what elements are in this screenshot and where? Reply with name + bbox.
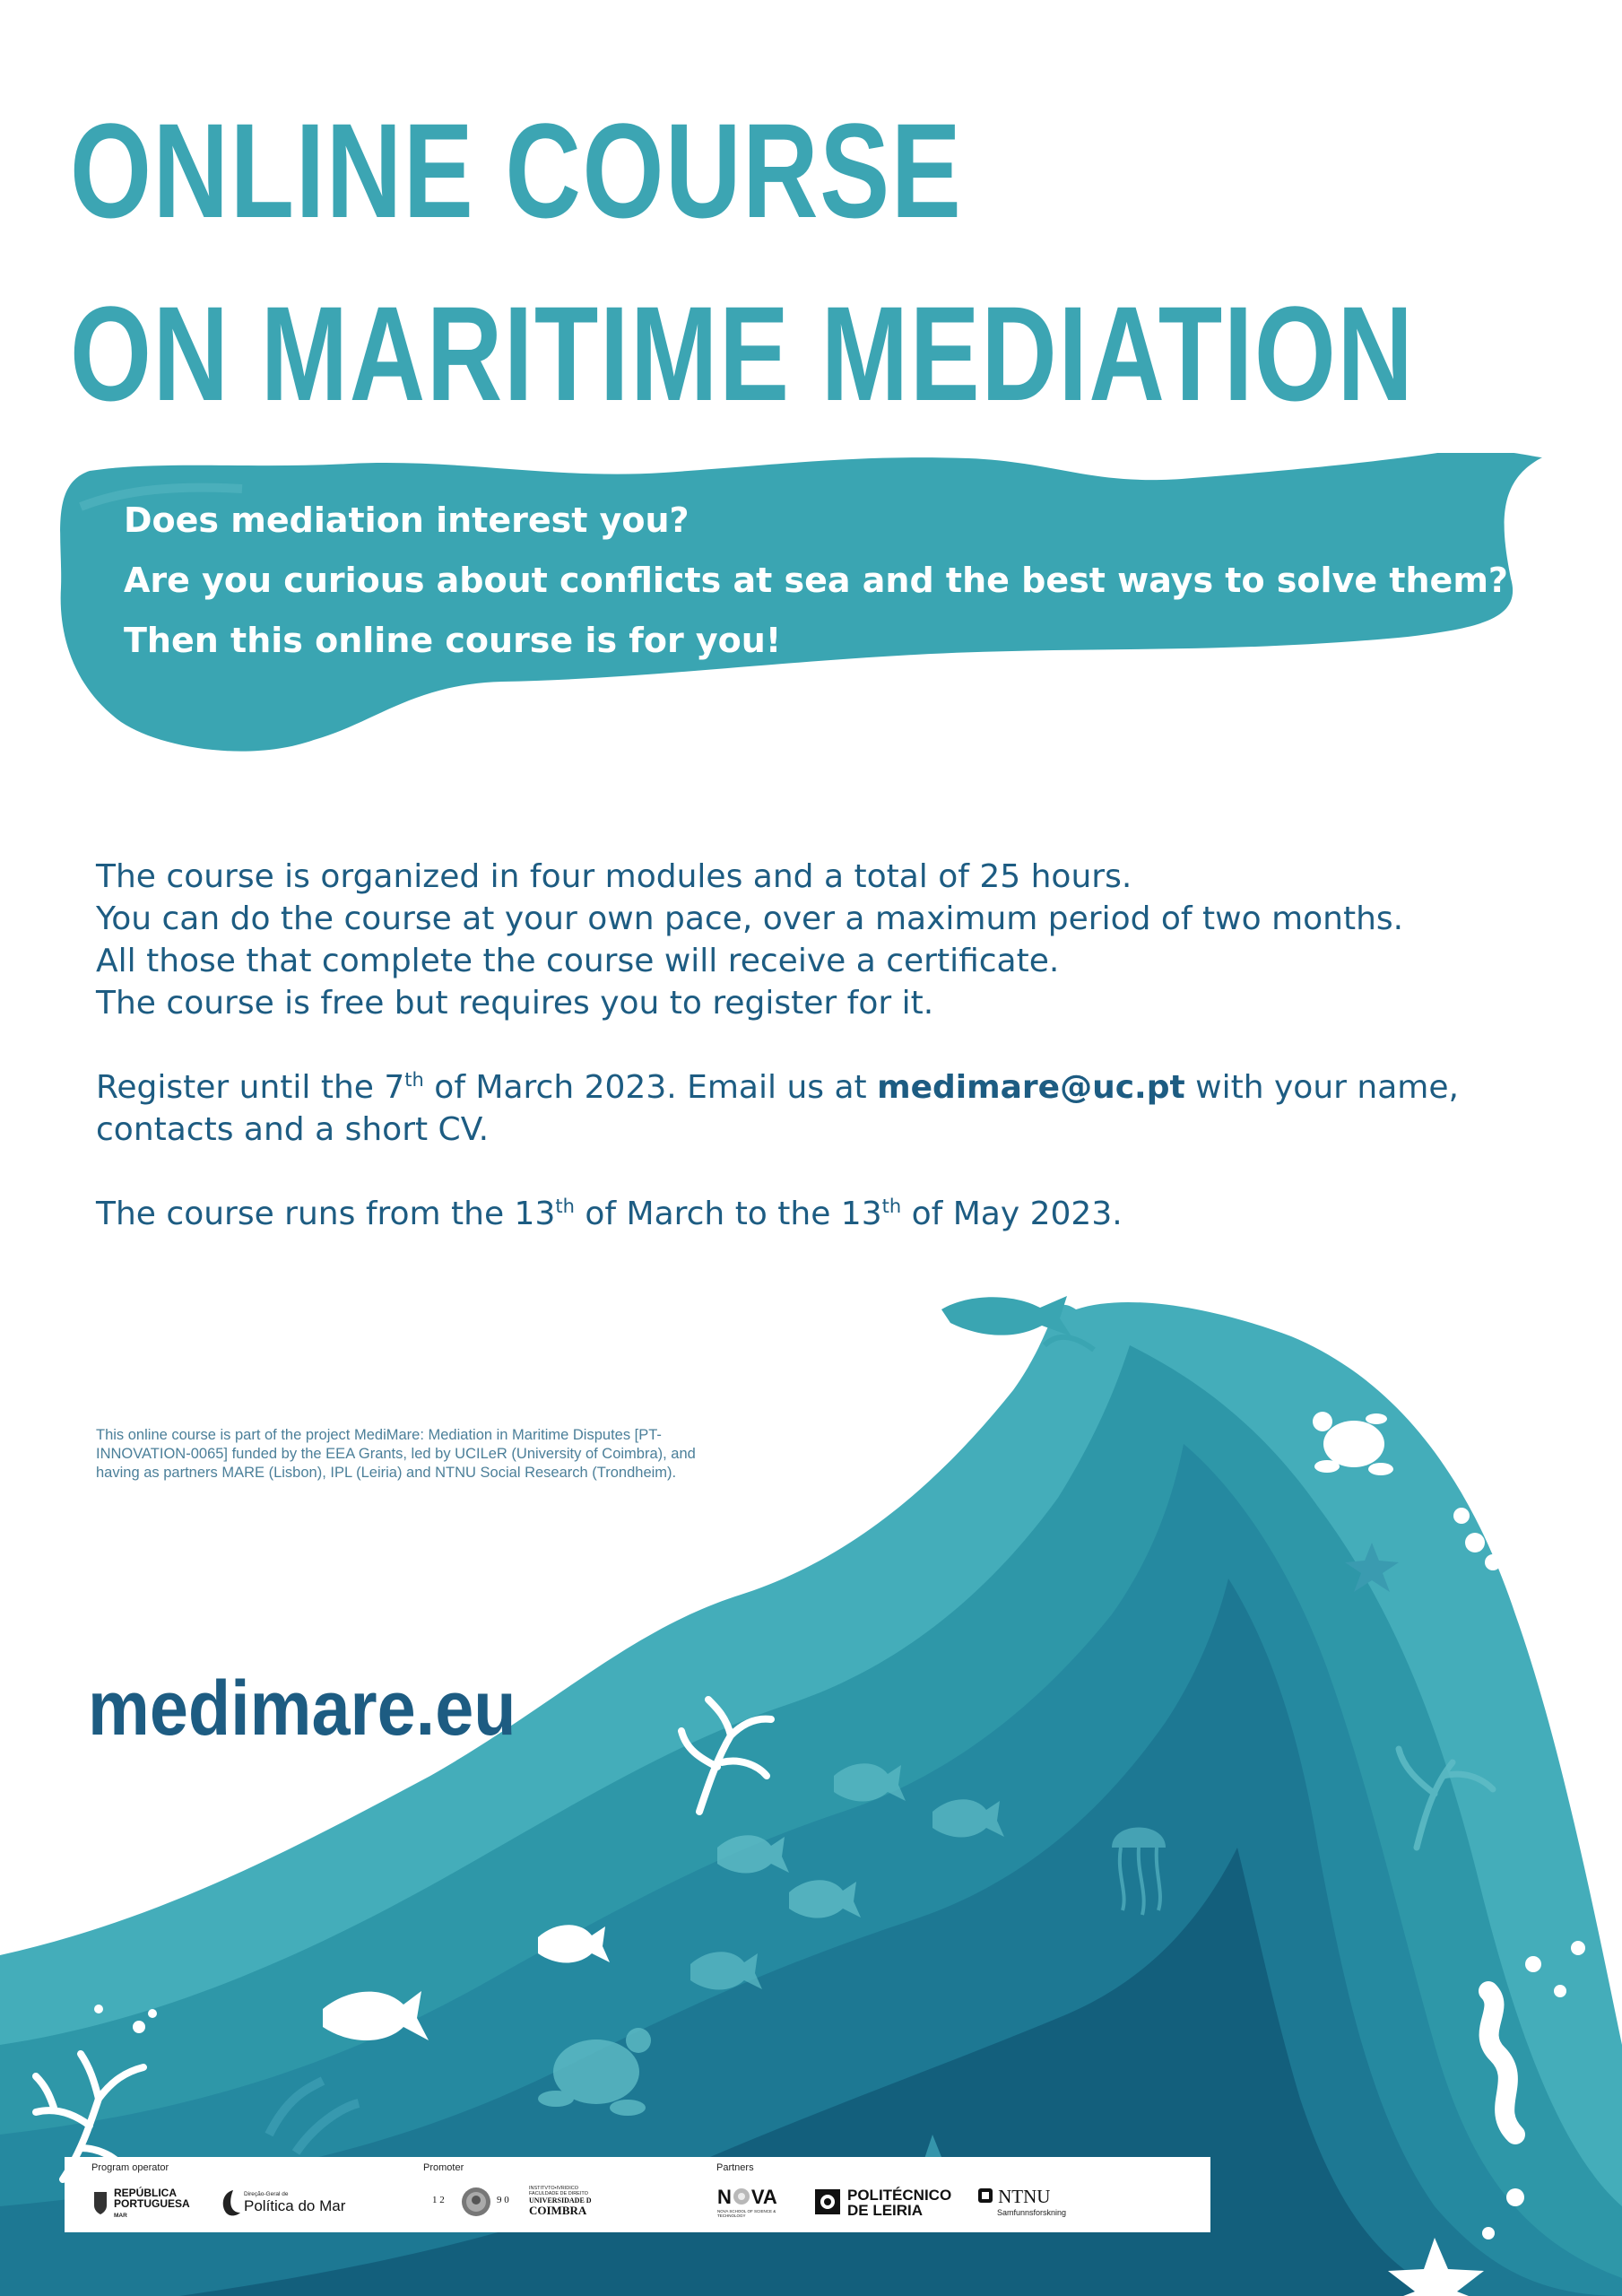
ntnu-text: NTNU (998, 2186, 1051, 2207)
details-modules: The course is organized in four modules and a total of 25 hours. (96, 858, 1132, 895)
title-line-1: ONLINE COURSE (70, 95, 963, 246)
register-sup: th (404, 1069, 424, 1091)
email-link[interactable]: medimare@uc.pt (877, 1069, 1185, 1106)
details-free: The course is free but requires you to register for it. (96, 985, 934, 1022)
intro-question-2: Are you curious about conflicts at sea and the best ways to solve them? (124, 561, 1508, 600)
sponsor-logo-bar (65, 2157, 1210, 2232)
runs-middle: of March to the 13 (574, 1196, 882, 1232)
promoter-label: Promoter (423, 2162, 464, 2173)
register-suffix: with your name, (1184, 1069, 1459, 1106)
uc-line-2: FACULDADE DE DIREITO (529, 2191, 588, 2196)
pdm-icon (217, 2187, 246, 2220)
uc-seal-icon (461, 2184, 491, 2220)
uc-line-4: COIMBRA (529, 2204, 587, 2217)
nova-va: VA (750, 2186, 777, 2208)
register-line-2: contacts and a short CV. (96, 1111, 490, 1148)
nova-o-icon (732, 2187, 751, 2205)
ntnu-logo (977, 2186, 1066, 2217)
nova-n: N (717, 2186, 732, 2208)
runs-prefix: The course runs from the 13 (96, 1196, 556, 1232)
pdm-small-text: Direção-Geral de (244, 2191, 289, 2197)
runs-sup-1: th (555, 1196, 575, 1217)
register-prefix: Register until the 7 (96, 1069, 405, 1106)
partners-label: Partners (716, 2162, 754, 2173)
intro-text (124, 491, 1508, 671)
ntnu-sub: Samfunnsforskning (997, 2208, 1067, 2217)
leiria-line-2: DE LEIRIA (847, 2202, 924, 2219)
register-middle: of March 2023. Email us at (423, 1069, 878, 1106)
republica-line-1: REPÚBLICA (114, 2187, 178, 2199)
intro-tagline: Then this online course is for you! (124, 621, 782, 660)
uc-year-left: 1 2 (432, 2195, 445, 2205)
coimbra-logo (432, 2184, 629, 2229)
project-footnote: This online course is part of the project MediMare: Mediation in Maritime Disputes [PT-INNOVATION-0065] funded by the EEA Grants, led by UCILeR (University of Coimbra), and having as partners MARE (Lisbon), IPL (Leiria) and NTNU Social Research (Trondheim). (96, 1427, 696, 1481)
leiria-line-1: POLITÉCNICO (847, 2187, 952, 2204)
republica-line-2: PORTUGUESA (114, 2197, 190, 2210)
uc-year-right: 9 0 (497, 2195, 509, 2205)
runs-sup-2: th (881, 1196, 902, 1217)
register-line (96, 1066, 1566, 1109)
nova-logo (717, 2186, 789, 2218)
ocean-wave-illustration (0, 1274, 1622, 2296)
ntnu-square-icon (977, 2187, 993, 2204)
course-title (70, 79, 1414, 445)
title-line-2: ON MARITIME MEDIATION (70, 278, 1415, 429)
runs-suffix: of May 2023. (901, 1196, 1123, 1232)
crest-icon (91, 2189, 109, 2216)
details-certificate: All those that complete the course will receive a certificate. (96, 943, 1060, 979)
program-operator-label: Program operator (91, 2162, 169, 2173)
turtle-icon (1313, 1412, 1393, 1475)
intro-question-1: Does mediation interest you? (124, 500, 690, 540)
details-pace: You can do the course at your own pace, over a maximum period of two months. (96, 900, 1404, 937)
leiria-icon (813, 2187, 842, 2216)
uc-line-1: INSTITVTO•IVRIDICO (529, 2186, 578, 2191)
website-link[interactable]: medimare.eu (88, 1665, 516, 1752)
runs-line (96, 1193, 1566, 1235)
nova-sub: NOVA SCHOOL OF SCIENCE & TECHNOLOGY (717, 2209, 776, 2218)
pdm-text: Política do Mar (244, 2197, 346, 2214)
uc-line-3: UNIVERSIDADE D (529, 2196, 592, 2205)
course-details (96, 856, 1566, 1235)
republica-line-3: MAR (114, 2213, 127, 2219)
